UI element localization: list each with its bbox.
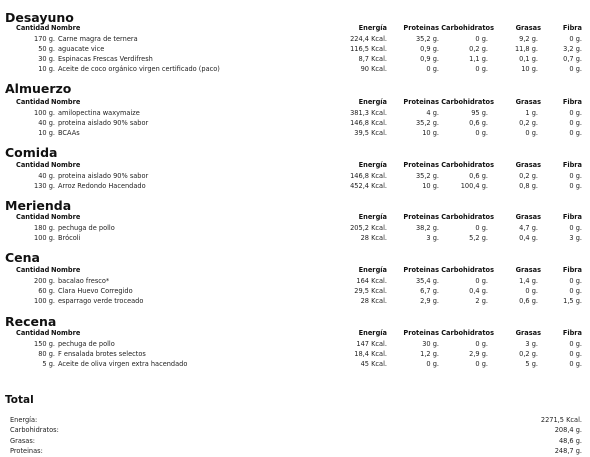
food-protein: 6,7 g. [420,287,439,295]
food-quantity: 150 g. [34,340,55,348]
food-row [0,118,590,128]
food-carbs: 0 g. [475,129,488,137]
food-fiber: 3,2 g. [563,45,582,53]
meal-title-desayuno: Desayuno [5,10,74,25]
food-carbs: 2,9 g. [469,350,488,358]
header-carbs: Carbohidratos [441,213,494,221]
header-energy: Energía [358,98,387,106]
header-fat: Grasas [515,329,541,337]
food-energy: 146,8 Kcal. [350,172,387,180]
header-quantity: Cantidad [16,24,50,32]
food-row [0,171,590,181]
header-energy: Energía [358,329,387,337]
food-row [0,44,590,54]
header-quantity: Cantidad [16,266,50,274]
food-fat: 0 g. [525,287,538,295]
header-fiber: Fibra [562,161,582,169]
food-fiber: 0 g. [569,109,582,117]
header-name: Nombre [51,329,81,337]
header-protein: Proteinas [403,161,439,169]
food-fiber: 0 g. [569,360,582,368]
food-row [0,359,590,369]
food-carbs: 100,4 g. [460,182,488,190]
food-carbs: 0 g. [475,277,488,285]
food-fiber: 0 g. [569,340,582,348]
food-name: proteina aislado 90% sabor [58,172,149,180]
total-row-carbs [0,425,590,435]
meal-title-merienda: Merienda [5,198,72,213]
food-protein: 30 g. [422,340,439,348]
food-protein: 35,2 g. [415,35,439,43]
food-quantity: 10 g. [38,65,55,73]
total-label: Proteinas: [10,447,43,455]
column-header-row [0,265,590,275]
food-quantity: 130 g. [34,182,55,190]
food-name: esparrago verde troceado [58,297,144,305]
food-protein: 35,4 g. [415,277,439,285]
food-name: F ensalada brotes selectos [58,350,146,358]
food-protein: 1,2 g. [420,350,439,358]
food-energy: 224,4 Kcal. [350,35,387,43]
total-value: 208,4 g. [554,426,582,434]
food-energy: 29,5 Kcal. [354,287,387,295]
food-carbs: 2 g. [475,297,488,305]
food-protein: 0 g. [426,65,439,73]
food-quantity: 100 g. [34,109,55,117]
food-name: aguacate vice [58,45,105,53]
food-row [0,339,590,349]
food-carbs: 5,2 g. [469,234,488,242]
food-protein: 3 g. [426,234,439,242]
food-fat: 1 g. [525,109,538,117]
header-protein: Proteinas [403,24,439,32]
header-carbs: Carbohidratos [441,24,494,32]
food-fiber: 0 g. [569,119,582,127]
total-value: 48,6 g. [558,437,582,445]
header-energy: Energía [358,213,387,221]
header-name: Nombre [51,24,81,32]
food-row [0,349,590,359]
food-energy: 116,5 Kcal. [350,45,387,53]
food-row [0,296,590,306]
header-quantity: Cantidad [16,98,50,106]
total-value: 248,7 g. [554,447,582,455]
food-carbs: 0,6 g. [469,119,488,127]
header-energy: Energía [358,266,387,274]
food-energy: 28 Kcal. [360,297,387,305]
food-fat: 11,8 g. [514,45,538,53]
food-fat: 0,1 g. [519,55,538,63]
food-carbs: 0,4 g. [469,287,488,295]
food-quantity: 5 g. [42,360,55,368]
header-carbs: Carbohidratos [441,98,494,106]
food-fiber: 0 g. [569,350,582,358]
food-fiber: 0 g. [569,224,582,232]
food-quantity: 180 g. [34,224,55,232]
food-row [0,286,590,296]
food-energy: 164 Kcal. [356,277,387,285]
food-quantity: 100 g. [34,297,55,305]
food-fat: 0,2 g. [519,119,538,127]
food-row [0,181,590,191]
food-fat: 4,7 g. [519,224,538,232]
food-name: Brócoli [58,234,81,242]
food-protein: 10 g. [422,182,439,190]
food-row [0,108,590,118]
food-fat: 0,8 g. [519,182,538,190]
food-row [0,128,590,138]
food-fiber: 0 g. [569,65,582,73]
total-label: Energía: [10,416,38,424]
header-fiber: Fibra [562,266,582,274]
header-protein: Proteinas [403,329,439,337]
header-quantity: Cantidad [16,213,50,221]
header-fat: Grasas [515,266,541,274]
food-row [0,276,590,286]
food-name: amilopectina waxymaize [58,109,140,117]
food-quantity: 170 g. [34,35,55,43]
food-energy: 146,8 Kcal. [350,119,387,127]
food-protein: 0,9 g. [420,45,439,53]
food-name: proteina aislado 90% sabor [58,119,149,127]
food-quantity: 50 g. [38,45,55,53]
food-protein: 0,9 g. [420,55,439,63]
food-carbs: 1,1 g. [469,55,488,63]
total-label: Carbohidratos: [10,426,59,434]
food-name: Clara Huevo Corregido [58,287,133,295]
header-carbs: Carbohidratos [441,161,494,169]
food-energy: 8,7 Kcal. [358,55,387,63]
header-fat: Grasas [515,24,541,32]
food-energy: 45 Kcal. [360,360,387,368]
food-fiber: 0 g. [569,182,582,190]
food-fiber: 0 g. [569,35,582,43]
food-protein: 38,2 g. [415,224,439,232]
header-carbs: Carbohidratos [441,329,494,337]
food-name: Aceite de oliva virgen extra hacendado [58,360,188,368]
food-fiber: 1,5 g. [563,297,582,305]
meal-title-recena: Recena [5,314,57,329]
header-fat: Grasas [515,161,541,169]
food-fat: 9,2 g. [519,35,538,43]
food-protein: 35,2 g. [415,119,439,127]
food-row [0,34,590,44]
food-energy: 90 Kcal. [360,65,387,73]
food-fiber: 3 g. [569,234,582,242]
food-fat: 0 g. [525,129,538,137]
food-carbs: 0 g. [475,35,488,43]
food-fat: 0,6 g. [519,297,538,305]
food-energy: 205,2 Kcal. [350,224,387,232]
food-name: Carne magra de ternera [58,35,138,43]
food-carbs: 0 g. [475,65,488,73]
food-fiber: 0 g. [569,277,582,285]
food-fat: 0,4 g. [519,234,538,242]
header-protein: Proteinas [403,266,439,274]
food-fiber: 0,7 g. [563,55,582,63]
food-name: pechuga de pollo [58,224,115,232]
header-fat: Grasas [515,213,541,221]
header-fiber: Fibra [562,329,582,337]
food-quantity: 30 g. [38,55,55,63]
food-fiber: 0 g. [569,129,582,137]
header-name: Nombre [51,213,81,221]
food-row [0,64,590,74]
meal-title-cena: Cena [5,250,40,265]
food-carbs: 0,2 g. [469,45,488,53]
column-header-row [0,23,590,33]
food-name: bacalao fresco* [58,277,110,285]
food-carbs: 0 g. [475,340,488,348]
food-name: pechuga de pollo [58,340,115,348]
meal-title-comida: Comida [5,145,58,160]
header-energy: Energía [358,24,387,32]
total-row-energy [0,415,590,425]
food-fat: 5 g. [525,360,538,368]
total-value: 2271,5 Kcal. [540,416,582,424]
food-protein: 35,2 g. [415,172,439,180]
food-energy: 28 Kcal. [360,234,387,242]
column-header-row [0,160,590,170]
food-carbs: 0 g. [475,224,488,232]
food-quantity: 40 g. [38,119,55,127]
food-row [0,54,590,64]
food-fat: 10 g. [521,65,538,73]
header-energy: Energía [358,161,387,169]
food-energy: 452,4 Kcal. [350,182,387,190]
header-fiber: Fibra [562,98,582,106]
total-title: Total [5,394,34,406]
food-carbs: 0,6 g. [469,172,488,180]
food-energy: 18,4 Kcal. [354,350,387,358]
food-energy: 147 Kcal. [356,340,387,348]
meal-title-almuerzo: Almuerzo [5,81,72,96]
food-protein: 0 g. [426,360,439,368]
header-quantity: Cantidad [16,329,50,337]
food-row [0,233,590,243]
food-energy: 39,5 Kcal. [354,129,387,137]
food-quantity: 100 g. [34,234,55,242]
food-name: Aceite de coco orgánico virgen certificado (paco) [58,65,220,73]
food-fat: 0,2 g. [519,350,538,358]
food-quantity: 40 g. [38,172,55,180]
food-name: BCAAs [58,129,80,137]
food-protein: 2,9 g. [420,297,439,305]
food-quantity: 10 g. [38,129,55,137]
column-header-row [0,97,590,107]
food-name: Arroz Redondo Hacendado [58,182,146,190]
total-row-fat [0,436,590,446]
column-header-row [0,328,590,338]
header-fat: Grasas [515,98,541,106]
food-energy: 381,3 Kcal. [350,109,387,117]
food-name: Espinacas Frescas Verdifresh [58,55,153,63]
header-protein: Proteinas [403,98,439,106]
column-header-row [0,212,590,222]
food-quantity: 80 g. [38,350,55,358]
header-name: Nombre [51,98,81,106]
header-quantity: Cantidad [16,161,50,169]
header-protein: Proteinas [403,213,439,221]
food-quantity: 60 g. [38,287,55,295]
header-fiber: Fibra [562,213,582,221]
header-name: Nombre [51,161,81,169]
food-fat: 1,4 g. [519,277,538,285]
food-fiber: 0 g. [569,287,582,295]
food-fat: 0,2 g. [519,172,538,180]
total-label: Grasas: [10,437,35,445]
total-row-protein [0,446,590,456]
header-fiber: Fibra [562,24,582,32]
food-protein: 10 g. [422,129,439,137]
food-carbs: 0 g. [475,360,488,368]
food-row [0,223,590,233]
food-protein: 4 g. [426,109,439,117]
header-carbs: Carbohidratos [441,266,494,274]
food-carbs: 95 g. [471,109,488,117]
food-fiber: 0 g. [569,172,582,180]
header-name: Nombre [51,266,81,274]
food-fat: 3 g. [525,340,538,348]
food-quantity: 200 g. [34,277,55,285]
